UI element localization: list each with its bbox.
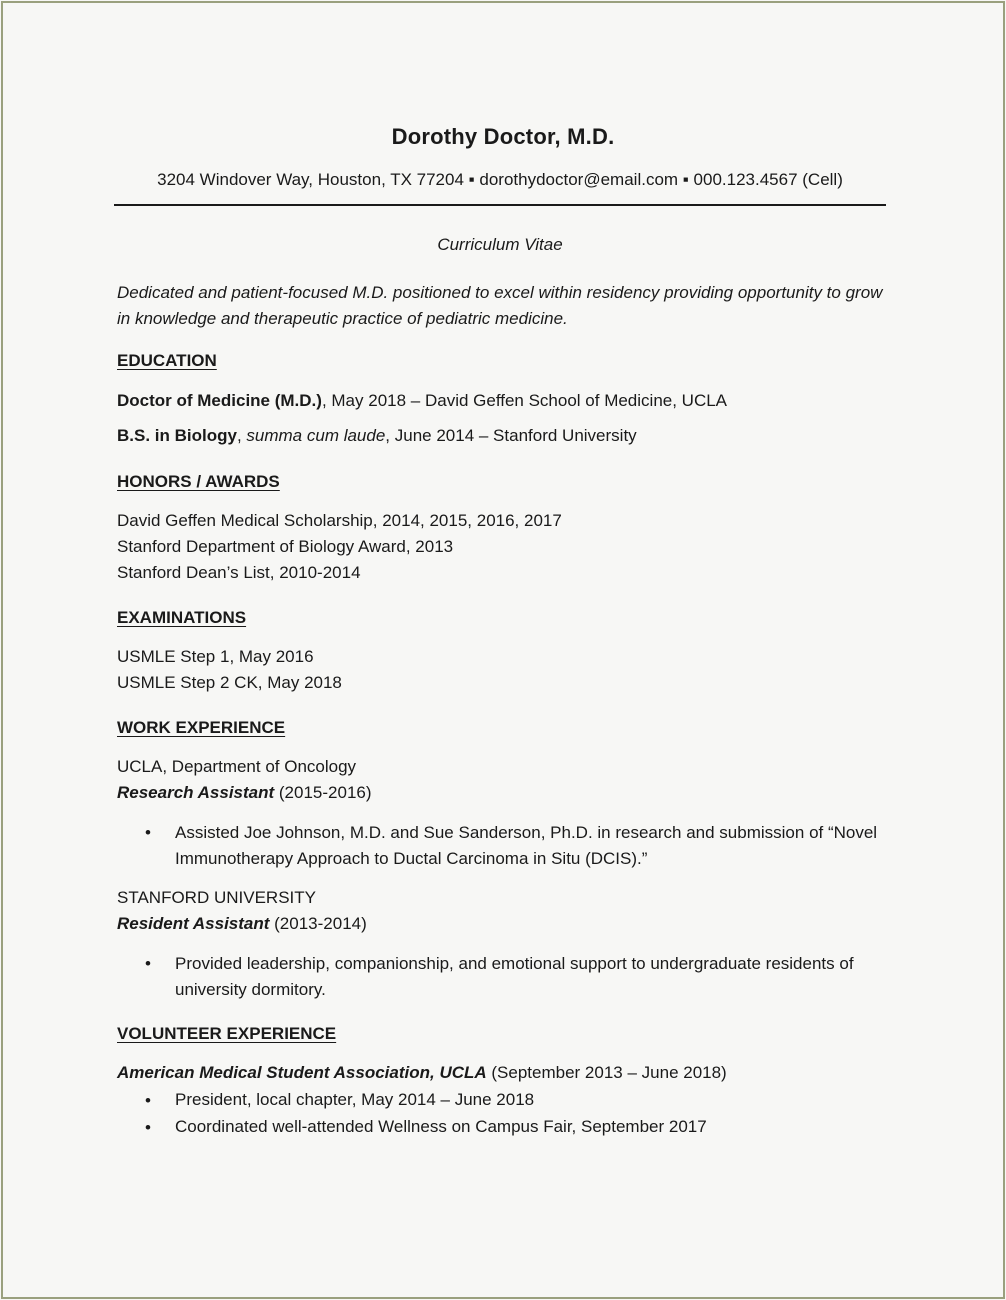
- job-organization: STANFORD UNIVERSITY: [117, 888, 316, 907]
- job-bullet: Provided leadership, companionship, and emotional support to undergraduate residents of university dormitory.: [175, 954, 854, 999]
- honor-item: David Geffen Medical Scholarship, 2014, 2015, 2016, 2017: [117, 511, 562, 530]
- header-divider: [114, 204, 886, 206]
- document-title: Curriculum Vitae: [437, 235, 563, 254]
- job-role: Resident Assistant: [117, 914, 270, 933]
- degree-details: , May 2018 – David Geffen School of Medicine, UCLA: [321, 391, 728, 410]
- bullet-icon: •: [145, 954, 151, 973]
- volunteer-organization: American Medical Student Association, UCLA: [117, 1063, 487, 1082]
- degree-name: B.S. in Biology: [117, 426, 237, 445]
- contact-line: 3204 Windover Way, Houston, TX 77204 ▪ dorothydoctor@email.com ▪ 000.123.4567 (Cell): [157, 170, 843, 189]
- job-role-line: [117, 914, 367, 934]
- volunteer-bullet: President, local chapter, May 2014 – June 2018: [175, 1090, 535, 1109]
- job-dates: (2013-2014): [269, 914, 367, 933]
- bullet-icon: •: [145, 823, 151, 842]
- education-entry-md: [117, 391, 727, 411]
- work-heading: WORK EXPERIENCE: [117, 718, 286, 737]
- honor-item: Stanford Department of Biology Award, 2013: [117, 537, 454, 556]
- examinations-heading: EXAMINATIONS: [117, 608, 247, 627]
- bullet-icon: •: [145, 1091, 151, 1110]
- volunteer-org-line: [117, 1063, 727, 1083]
- honor-item: Stanford Dean’s List, 2010-2014: [117, 563, 361, 582]
- education-entry-bs: B.S. in Biology, summa cum laude, June 2014 – Stanford University: [117, 426, 637, 445]
- volunteer-bullet: Coordinated well-attended Wellness on Campus Fair, September 2017: [175, 1117, 707, 1136]
- job-role: Research Assistant: [117, 783, 275, 802]
- degree-name: Doctor of Medicine (M.D.): [117, 391, 322, 410]
- education-heading: EDUCATION: [117, 351, 217, 370]
- candidate-name: Dorothy Doctor, M.D.: [391, 124, 615, 149]
- exam-item: USMLE Step 1, May 2016: [117, 647, 314, 666]
- objective-statement: Dedicated and patient-focused M.D. positioned to excel within residency providing opportunity to grow in knowledge and therapeutic practice of pediatric medicine.: [117, 283, 883, 328]
- degree-details: , June 2014 – Stanford University: [385, 426, 637, 445]
- exam-item: USMLE Step 2 CK, May 2018: [117, 673, 342, 692]
- job-role-line: [117, 783, 372, 803]
- job-organization: UCLA, Department of Oncology: [117, 757, 357, 776]
- volunteer-heading: VOLUNTEER EXPERIENCE: [117, 1024, 337, 1043]
- honors-heading: HONORS / AWARDS: [117, 472, 280, 491]
- degree-honor: summa cum laude: [246, 426, 386, 445]
- bullet-icon: •: [145, 1118, 151, 1137]
- job-bullet: Assisted Joe Johnson, M.D. and Sue Sanderson, Ph.D. in research and submission of “Novel Immunotherapy Approach to Ductal Carcinoma in Situ (DCIS).”: [175, 823, 878, 868]
- volunteer-dates: (September 2013 – June 2018): [486, 1063, 727, 1082]
- job-dates: (2015-2016): [274, 783, 372, 802]
